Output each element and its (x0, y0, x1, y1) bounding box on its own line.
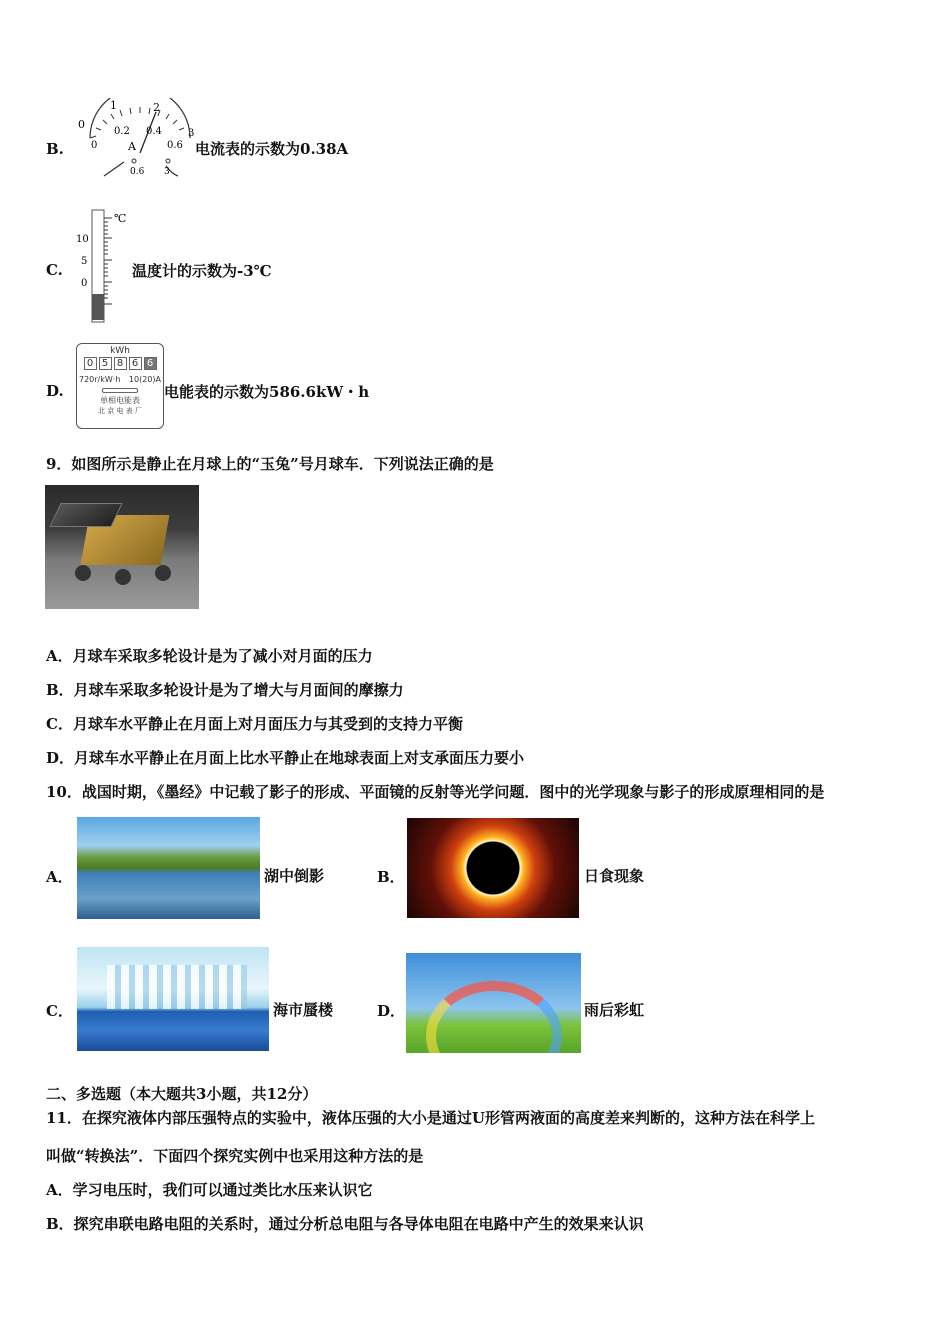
rainbow-photo (406, 953, 581, 1053)
q10-c-label: C． (46, 1002, 73, 1020)
rover-wheel (75, 565, 91, 581)
rover-wheel (115, 569, 131, 585)
meter-spec-right: 10(20)A (128, 375, 161, 384)
scale-bottom-1: 0.2 (114, 126, 130, 137)
meter-unit: kWh (110, 346, 130, 356)
meter-name: 单相电能表 (100, 396, 140, 405)
q10-d-label: D． (377, 1002, 406, 1020)
mirage-photo (77, 947, 269, 1051)
option-c-text: 温度计的示数为-3℃ (132, 262, 272, 280)
rainbow-arc (426, 981, 562, 1053)
scale-bottom-3: 0.6 (167, 140, 183, 151)
q9-option-d: D．月球车水平静止在月面上比水平静止在地球表面上对支承面压力要小 (46, 749, 525, 767)
scale-top-3: 3 (188, 128, 195, 139)
q9-stem: 9．如图所示是静止在月球上的“玉兔”号月球车．下列说法正确的是 (46, 455, 494, 473)
scale-bottom-2: 0.4 (146, 126, 162, 137)
option-c-label: C. (46, 261, 63, 279)
meter-digit: 8 (114, 357, 127, 370)
q10-stem: 10．战国时期，《墨经》中记载了影子的形成、平面镜的反射等光学问题．图中的光学现象与影子的形成原理相同的是 (46, 783, 825, 801)
meter-digit: 5 (99, 357, 112, 370)
q10-c-text: 海市蜃楼 (273, 1001, 334, 1019)
thermo-tick-5: 5 (81, 256, 88, 267)
meter-maker: 北 京 电 表 厂 (98, 407, 142, 415)
meter-disc (102, 388, 138, 393)
meter-digits (77, 357, 163, 370)
section2-heading: 二、多选题（本大题共3小题，共12分） (46, 1085, 318, 1103)
meter-spec-left: 720r/kW·h (79, 375, 121, 384)
lake-reflection-photo (77, 817, 260, 919)
option-b-text: 电流表的示数为0.38A (195, 140, 349, 158)
q9-option-c: C．月球车水平静止在月面上对月面压力与其受到的支持力平衡 (46, 715, 463, 733)
q10-a-text: 湖中倒影 (264, 867, 325, 885)
rover-panel (49, 503, 122, 527)
q9-option-a: A．月球车采取多轮设计是为了减小对月面的压力 (46, 647, 373, 665)
thermometer-unit: ℃ (114, 212, 127, 225)
energy-meter-figure (76, 343, 164, 429)
q11-option-b: B．探究串联电路电阻的关系时，通过分析总电阻与各导体电阻在电路中产生的效果来认识 (46, 1215, 644, 1233)
q10-a-label: A． (46, 868, 73, 886)
ammeter-unit: A (128, 140, 136, 153)
scale-top-2: 2 (153, 101, 160, 114)
option-d-text: 电能表的示数为586.6kW・h (164, 383, 370, 401)
q11-stem-line1: 11．在探究液体内部压强特点的实验中，液体压强的大小是通过U形管两液面的高度差来判断的，这种方法在科学上 (46, 1109, 815, 1127)
lunar-rover-photo (45, 485, 199, 609)
q11-stem-line2: 叫做“转换法”．下面四个探究实例中也采用这种方法的是 (46, 1147, 424, 1165)
thermo-tick-10: 10 (76, 234, 89, 245)
scale-top-1: 1 (110, 99, 117, 112)
terminal-06: 0.6 (130, 167, 145, 177)
option-d-label: D. (46, 382, 64, 400)
scale-bottom-0: 0 (91, 140, 98, 151)
solar-eclipse-photo (407, 818, 579, 918)
mirage-buildings (107, 965, 247, 1009)
meter-digit-decimal: 6 (144, 357, 157, 370)
terminal-3: 3 (164, 167, 170, 177)
option-b-label: B. (46, 140, 64, 158)
meter-digit: 0 (84, 357, 97, 370)
q10-b-label: B． (377, 868, 405, 886)
meter-digit: 6 (129, 357, 142, 370)
thermometer-figure (74, 208, 130, 324)
rover-wheel (155, 565, 171, 581)
thermo-tick-0: 0 (81, 278, 88, 289)
q10-d-text: 雨后彩虹 (584, 1001, 645, 1019)
q10-b-text: 日食现象 (584, 867, 645, 885)
q9-option-b: B．月球车采取多轮设计是为了增大与月面间的摩擦力 (46, 681, 404, 699)
ammeter-figure (76, 98, 196, 180)
scale-top-0: 0 (78, 118, 85, 131)
q11-option-a: A．学习电压时，我们可以通过类比水压来认识它 (46, 1181, 373, 1199)
